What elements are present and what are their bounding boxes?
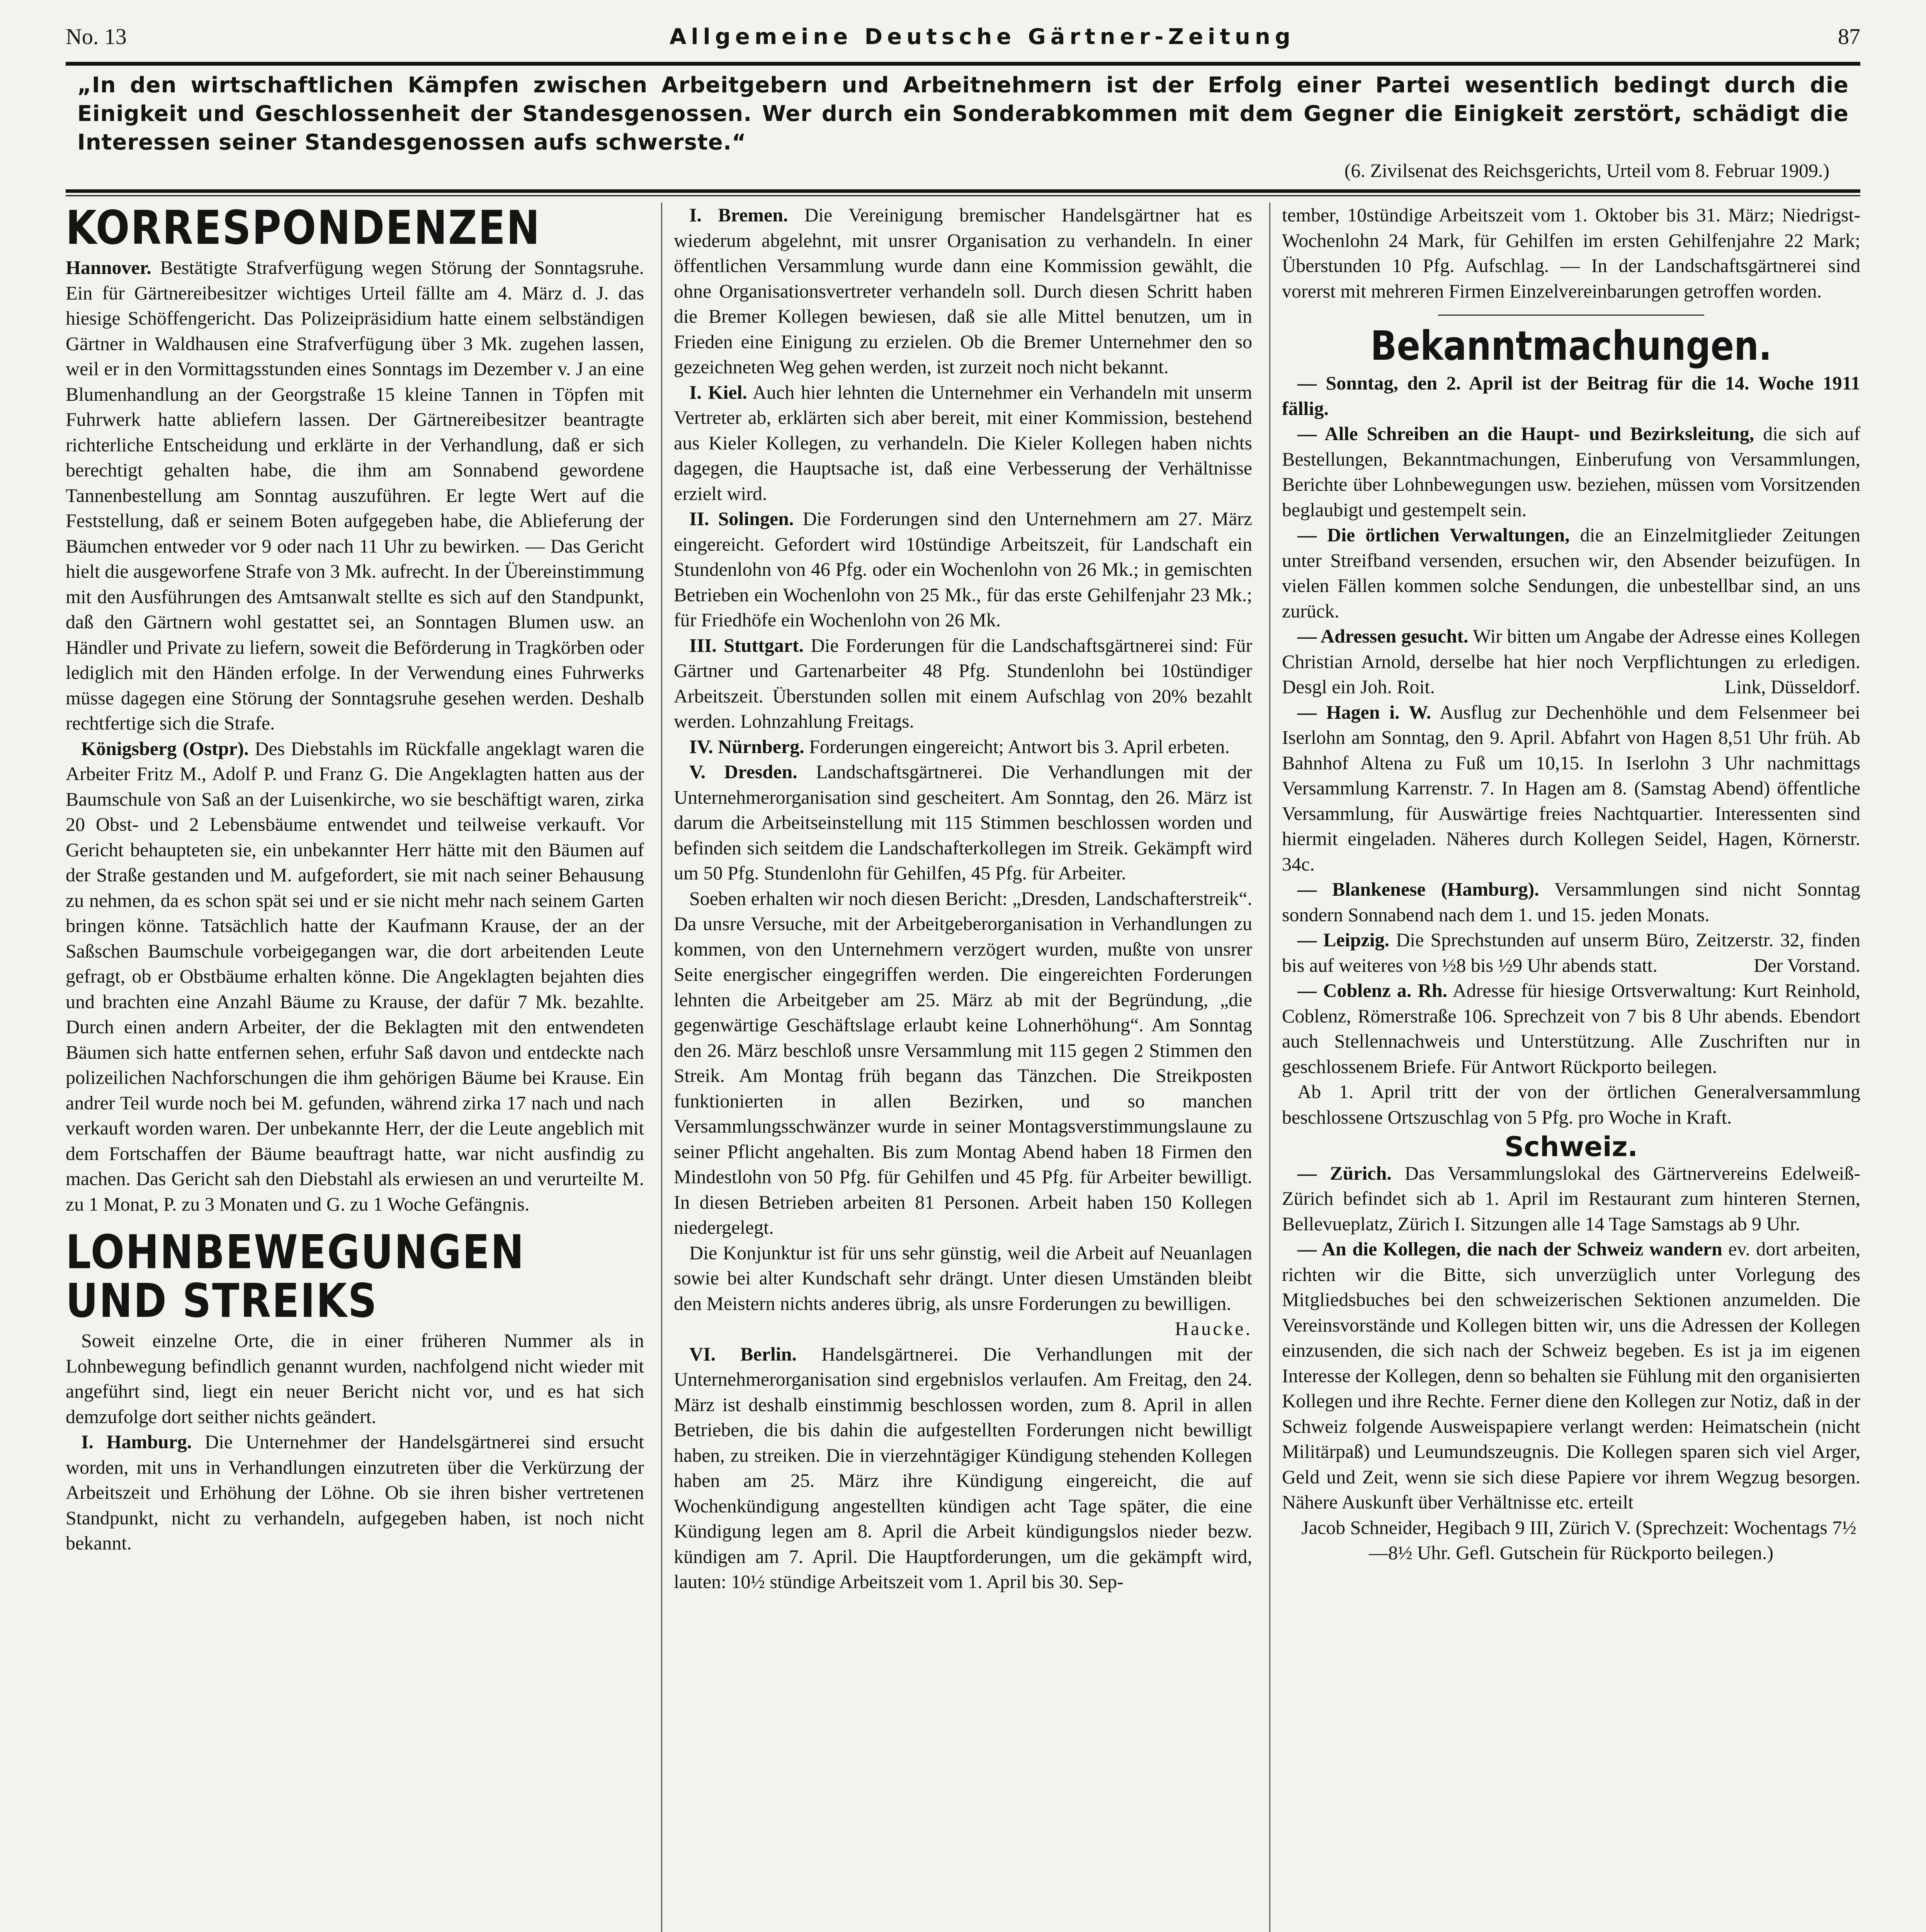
article-dresden-report: Soeben erhalten wir noch diesen Bericht: „Dresden, Landschafterstreik“. Da unsre Versuche, mit der Arbeitgeberorganisation in Verhandlungen zu kommen, von den Unternehmern verzögert wurden, mußte von unsrer Seite energischer eingegriffen werden. Die eingereichten Forderungen lehnten die Arbeitgeber am 25. März ab mit der Begründung, „die gegenwärtige Geschäftslage erlaubt keine Lohnerhöhung“. Am Sonntag den 26. März beschloß unsre Versammlung mit 115 gegen 2 Stimmen den Streik. Am Montag früh begann das Tänzchen. Die Streikposten funktionierten in allen Bezirken, und so manchen Versammlungsschwänzer wurde in seiner Montagsverstimmungslaune zu seiner Pflicht angehalten. Bis zum Montag Abend haben 18 Firmen den Mindestlohn von 50 Pfg. für Gehilfen und 45 Pfg. für Arbeiter bewilligt. In diesen Betrieben arbeiten 81 Personen. Arbeit haben 150 Kollegen niedergelegt. [674,887,1252,1238]
notice-signature: Jacob Schneider, Hegibach 9 III, Zürich V. (Sprechzeit: Wochentags 7½—8½ Uhr. Gefl. Gutschein für Rückporto beilegen.) [1301,1516,1856,1563]
article-city: III. Stuttgart. [689,634,804,656]
motto-quote: „In den wirtschaftlichen Kämpfen zwischen Arbeitgebern und Arbeitnehmern ist der Erfolg einer Partei wesentlich bedingt durch die Einigkeit und Geschlossenheit der Standesgenossen. Wer durch ein Sonderabkommen mit dem Gegner die Einigkeit zerstört, schädigt die Interessen seiner Standesgenossen aufs schwerste.“ [77,73,1849,155]
notice-schreiben [1282,421,1860,522]
article-berlin [674,1342,1252,1595]
notice-zuerich [1282,1161,1860,1237]
article-stuttgart [674,633,1252,734]
section-heading-line-2: UND STREIKS [66,1274,378,1328]
article-text: Die Forderungen sind den Unternehmern am 27. März eingereicht. Gefordert wird 10stündige Arbeitszeit, für Landschaft ein Stundenlohn von 46 Pfg. oder ein Wochenlohn von 26 Mk.; in gemischten Betrieben ein Wochenlohn von 25 Mk., für das erste Gehilfenjahr 23 Mk.; für Friedhöfe ein Wochenlohn von 26 Mk. [674,508,1252,631]
running-head [66,12,1860,66]
article-nuernberg [674,734,1252,760]
notice-text: die sich auf Bestellungen, Bekanntmachungen, Einberufung von Versammlungen, Berichte über Lohnbewegungen usw. beziehen, müssen vom Vorsitzenden beglaubigt und gestempelt sein. [1282,423,1860,520]
motto-source: (6. Zivilsenat des Reichsgerichts, Urteil vom 8. Februar 1909.) [1344,160,1829,181]
notice-title: — Zürich. [1297,1162,1392,1184]
notice-signature: Link, Düsseldorf. [1724,676,1860,697]
notice-leipzig [1282,927,1860,978]
notice-title: — Coblenz a. Rh. [1297,980,1448,1001]
article-text: Die Forderungen für die Landschaftsgärtnerei sind: Für Gärtner und Gartenarbeiter 48 Pfg. Stundenlohn bei 10stündiger Arbeitszeit. Überstunden sollen mit einem Aufschlag von 20% bezahlt werden. Lohnzahlung Freitags. [674,634,1252,732]
notice-text: Wir bitten um Angabe der Adresse eines Kollegen Christian Arnold, derselbe hat hier noch Verpflichtungen zu erledigen. Desgl ein Joh. Roit. [1282,625,1860,697]
article-city: Hannover. [66,257,151,278]
notice-text: Ausflug zur Dechenhöhle und dem Felsenmeer bei Iserlohn am Sonntag, den 9. April. Abfahrt von Hagen 8,51 Uhr früh. Ab Bahnhof Altena zu Fuß um 10,15. In Iserlohn 3 Uhr nachmittags Versammlung Karrenstr. 7. In Hagen am 8. (Samstag Abend) öffentliche Versammlung, für Auswärtige freies Nachtquartier. Interessenten sind hiermit eingeladen. Näheres durch Kollegen Seidel, Hagen, Körnerstr. 34c. [1282,701,1860,875]
article-koenigsberg [66,736,644,1217]
article-signature: Haucke. [1175,1318,1252,1339]
article-kiel [674,380,1252,507]
article-berlin-continued: tember, 10stündige Arbeitszeit vom 1. Oktober bis 31. März; Niedrigst-Wochenlohn 24 Mark, für Gehilfen im ersten Gehilfenjahre 22 Mark; Überstunden 10 Pfg. Aufschlag. — In der Landschaftsgärtnerei sind vorerst mit mehreren Firmen Einzelvereinbarungen getroffen worden. [1282,204,1860,302]
notice-text: Adresse für hiesige Ortsverwaltung: Kurt Reinhold, Coblenz, Römerstraße 106. Sprechzeit von 7 bis 8 Uhr abends. Ebendort auch Stellennachweis und Unterstützung. Alle Zuschriften nur in geschlossenem Briefe. Für Antwort Rückporto beilegen. [1282,980,1860,1077]
article-city: V. Dresden. [689,761,797,782]
divider [1438,315,1704,316]
notice-coblenz [1282,978,1860,1079]
article-text: Handelsgärtnerei. Die Verhandlungen mit der Unternehmerorganisation sind ergebnislos verlaufen. Am Freitag, den 24. März ist deshalb einstimmig beschlossen worden, zum 8. April in allen Betrieben, die bis dahin die aufgestellten Forderungen nicht bewilligt haben, zu streiken. Die in vierzehntägiger Kündigung stehenden Kollegen haben am 25. März ihre Kündigung eingereicht, die auf Wochenkündigung angestellten kündigen acht Tage später, die eine Kündigung legen am 8. April die Arbeit kündigungslos nieder bezw. kündigen am 7. April. Die Hauptforderungen, um die gekämpft wird, lauten: 10½ stündige Arbeitszeit vom 1. April bis 30. Sep- [674,1343,1252,1592]
notice-title: — Blankenese (Hamburg). [1297,878,1539,900]
article-intro: Soweit einzelne Orte, die in einer früheren Nummer als in Lohnbewegung befindlich genannt wurden, nachfolgend nicht wieder mit angeführt sind, liegt ein neuer Bericht nicht vor, und es hat sich demzufolge dort seither nichts geändert. [66,1330,644,1427]
section-heading-line-1: LOHNBEWEGUNGEN [66,1226,525,1279]
article-city: Königsberg (Ostpr). [81,737,249,759]
article-hannover [66,255,644,736]
notice-title: — Die örtlichen Verwaltungen, [1297,524,1570,546]
column-1 [66,202,644,1932]
notice-title: — Adressen gesucht. [1297,625,1469,647]
article-city: IV. Nürnberg. [689,735,804,757]
notice-hagen [1282,700,1860,877]
column-3 [1269,202,1860,1932]
article-dresden [674,759,1252,886]
notice-schweiz-kollegen [1282,1236,1860,1515]
article-text: Die Vereinigung bremischer Handelsgärtner hat es wiederum abgelehnt, mit unsrer Organisation zu verhandeln. In einer öffentlichen Versammlung wurde dann eine Kommission gewählt, die ohne Organisationsvertreter verhandeln soll. Durch diesen Schritt haben die Bremer Kollegen bewiesen, daß sie alle Mittel benutzen, um in Frieden eine Einigung zu erzielen. Ob die Bremer Unternehmer den so gezeichneten Weg gehen werden, ist zurzeit noch nicht bekannt. [674,204,1252,378]
article-city: I. Bremen. [689,204,788,226]
article-text: Die Unternehmer der Handelsgärtnerei sind ersucht worden, mit uns in Verhandlungen einzutreten über die Verkürzung der Arbeitszeit und Erhöhung der Löhne. Ob sie ihren bisher vertretenen Standpunkt, nicht zu verhandeln, aufgegeben haben, ist noch nicht bekannt. [66,1431,644,1554]
article-text: Forderungen eingereicht; Antwort bis 3. April erbeten. [809,735,1230,757]
section-heading-bekanntmachungen: Bekanntmachungen. [1370,322,1772,369]
page-number: 87 [1838,24,1860,49]
notice-blankenese [1282,877,1860,927]
notice-signature: Der Vorstand. [1754,954,1860,976]
notice-title: — Hagen i. W. [1297,701,1431,723]
article-city: II. Solingen. [689,508,794,529]
article-city: I. Hamburg. [81,1431,192,1452]
notice-verwaltungen [1282,522,1860,624]
header-rule [66,189,1860,196]
article-text: Die Konjunktur ist für uns sehr günstig, weil die Arbeit auf Neuanlagen sowie bei alter Kundschaft sehr drängt. Unter diesen Umständen bleibt den Meistern nichts anderes übrig, als unsre Forderungen zu bewilligen. [674,1242,1252,1314]
notice-text: Versammlungen sind nicht Sonntag sondern Sonnabend nach dem 1. und 15. jeden Monats. [1282,878,1860,925]
article-text: Auch hier lehnten die Unternehmer ein Verhandeln mit unserm Vertreter ab, erklärten sich aber bereit, mit einer Kommission, bestehend aus Kieler Kollegen, zu verhandeln. Die Kieler Kollegen haben nichts dagegen, die Hauptsache ist, daß eine Verbesserung der Verhältnisse erzielt wird. [674,381,1252,504]
notice-text: Die Sprechstunden auf unserm Büro, Zeitzerstr. 32, finden bis auf weiteres von ½8 bis ½9 Uhr abends statt. [1282,929,1860,976]
notice-text: ev. dort arbeiten, richten wir die Bitte, sich unverzüglich unter Vorlegung des Mitgliedsbuches bei den schweizerischen Sektionen anzumelden. Die Vereinsvorstände und Kollegen bitten wir, uns die Adressen der Kollegen einzusenden, die sich nach der Schweiz begeben. Es ist ja im eigenen Interesse der Kollegen, denn so behalten sie Fühlung mit den organisierten Kollegen und ihre Rechte. Ferner diene den Kollegen zur Notiz, daß in der Schweiz folgende Ausweispapiere verlangt werden: Heimatschein (nicht Militärpaß) und Leumundszeugnis. Die Kollegen sparen sich viel Arger, Geld und Zeit, wenn sie sich diese Papiere vor ihrem Wegzug besorgen. Nähere Auskunft über Verhältnisse etc. erteilt [1282,1238,1860,1513]
notice-text: Das Versammlungslokal des Gärtnervereins Edelweiß-Zürich befindet sich ab 1. April im Restaurant zum hinteren Sternen, Bellevueplatz, Zürich I. Sitzungen alle 14 Tage Samstags ab 9 Uhr. [1282,1162,1860,1235]
article-text: Des Diebstahls im Rückfalle angeklagt waren die Arbeiter Fritz M., Adolf P. und Franz G. Die Angeklagten hatten aus der Baumschule von Saß an der Luisenkirche, wo sie beschäftigt waren, zirka 20 Obst- und 2 Lebensbäume entwendet und teilweise verkauft. Vor Gericht behaupteten sie, ein unbekannter Herr hätte mit den Bäumen auf der Straße gestanden und M. aufgefordert, sie mit nach seiner Behausung zu nehmen, da es schon spät sei und er sie nicht mehr nach seinem Garten bringen könne. Tatsächlich hatte der Kaufmann Krause, der an der Saßschen Baumschule vorbeigegangen war, die dort arbeitenden Leute gefragt, ob er Obstbäume erhalten könne. Die Angeklagten bejahten dies und brachten eine Anzahl Bäume zu Krause, der dafür 7 Mk. bezahlte. Durch einen andern Arbeiter, der die Beklagten mit den entwendeten Bäumen sich hatte entfernen sehen, erfuhr Saß davon und entdeckte nach polizeilichen Nachforschungen die ihm gehörigen Bäume bei Krause. Ein andrer Teil wurde noch bei M. gefunden, während zirka 17 nach und nach verkauft worden waren. Der unbekannte Herr, der die Leute angeblich mit dem Fortschaffen der Bäume beauftragt hatte, war nicht ausfindig zu machen. Das Gericht sah den Diebstahl als erwiesen an und verurteilte M. zu 1 Monat, P. zu 3 Monaten und G. zu 1 Woche Gefängnis. [66,737,644,1215]
article-hamburg [66,1429,644,1556]
article-konjunktur [674,1240,1252,1339]
section-heading-lohnbewegungen [66,1228,563,1326]
column-2 [661,202,1252,1932]
section-heading-korrespondenzen: KORRESPONDENZEN [66,202,541,255]
article-solingen [674,506,1252,633]
article-city: VI. Berlin. [689,1343,797,1365]
notice-ortszuschlag: Ab 1. April tritt der von der örtlichen Generalversammlung beschlossene Ortszuschlag von 5 Pfg. pro Woche in Kraft. [1282,1081,1860,1128]
notice-text: — Sonntag, den 2. April ist der Beitrag für die 14. Woche 1911 fällig. [1282,372,1860,419]
notice-title: — An die Kollegen, die nach der Schweiz wandern [1297,1238,1722,1260]
notice-adressen [1282,624,1860,700]
subheading-schweiz: Schweiz. [1504,1131,1638,1163]
newspaper-title: Allgemeine Deutsche Gärtner-Zeitung [670,24,1295,49]
notice-beitrag [1282,371,1860,421]
article-text: Landschaftsgärtnerei. Die Verhandlungen mit der Unternehmerorganisation sind gescheitert. Am Sonntag, den 26. März ist darum die Arbeitseinstellung mit 115 Stimmen beschlossen worden und befinden sich seitdem die Landschafterkollegen im Streik. Gekämpft wird um 50 Pfg. Stundenlohn für Gehilfen, 45 Pfg. für Arbeiter. [674,761,1252,884]
article-city: I. Kiel. [689,381,747,403]
article-text: Bestätigte Strafverfügung wegen Störung der Sonntagsruhe. Ein für Gärtnereibesitzer wichtiges Urteil fällte am 4. März d. J. das hiesige Schöffengericht. Das Polizeipräsidium hatte einem selbständigen Gärtner in Waldhausen eine Strafverfügung über 3 Mk. zugehen lassen, weil er in den Vormittagsstunden eines Sonntags im Dezember v. J an eine Blumenhandlung an der Georgstraße 15 kleine Tannen in Töpfen mit Fuhrwerk hatte abliefern lassen. Der Gärtnereibesitzer beantragte richterliche Entscheidung und erklärte in der Verhandlung, daß er sich berechtigt gehalten habe, die ihm am Sonnabend gewordene Tannenbestellung am Sonntag auszuführen. Er legte Wert auf die Feststellung, daß er seinem Boten aufgegeben habe, die Ablieferung der Bäumchen entweder vor 9 oder nach 11 Uhr zu bewirken. — Das Gericht hielt die ausgeworfene Strafe von 3 Mk. aufrecht. In der Übereinstimmung mit den Ausführungen des Amtsanwalt stellte es sich auf den Standpunkt, daß den Gärtnern wohl gestattet sei, an Sonntagen Blumen usw. an Händler und Private zu liefern, soweit die Beförderung in Tragkörben oder lediglich mit den Händen erfolge. In der Verwendung eines Fuhrwerks müsse dagegen eine Störung der Sonntagsruhe gesehen werden. Deshalb rechtfertige sich die Strafe. [66,257,644,734]
article-columns [66,202,1860,1932]
article-bremen [674,202,1252,380]
notice-text: die an Einzelmitglieder Zeitungen unter Streifband versenden, ersuchen wir, den Absender beizufügen. In vielen Fällen kommen solche Sendungen, die unbestellbar sind, an uns zurück. [1282,524,1860,622]
issue-number: No. 13 [66,24,127,49]
notice-title: — Leipzig. [1297,929,1389,951]
notice-title: — Alle Schreiben an die Haupt- und Bezirksleitung, [1297,423,1754,444]
